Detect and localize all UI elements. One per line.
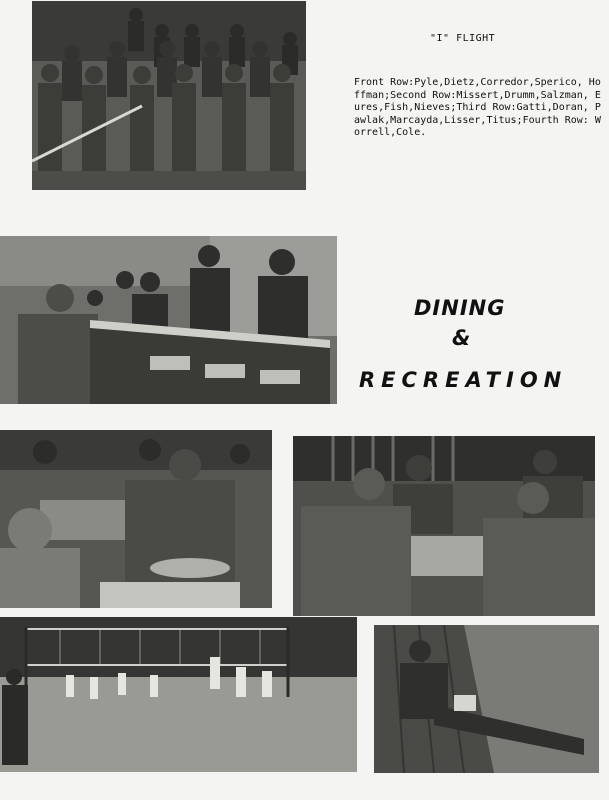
- section-heading-recreation: RECREATION: [359, 368, 568, 392]
- section-heading-dining: DINING: [414, 296, 506, 320]
- dining-line-photo: [0, 236, 337, 404]
- section-heading-ampersand: &: [452, 326, 471, 350]
- volleyball-game-photo: [0, 617, 357, 772]
- mess-hall-table-photo: [0, 430, 272, 608]
- soldier-resting-photo: [374, 625, 599, 773]
- flight-group-photo: [32, 1, 306, 190]
- mess-hall-group-photo: [293, 436, 595, 616]
- flight-title: "I" FLIGHT: [430, 33, 496, 44]
- flight-roster-caption: Front Row:Pyle,Dietz,Corredor,Sperico, Hoffman;Second Row:Missert,Drumm,Salzman, Eures,Fish,Nieves;Third Row:Gatti,Doran, Pawlak,Marcayda,Lisser,Titus;Fourth Row: Worrell,Cole.: [354, 77, 601, 139]
